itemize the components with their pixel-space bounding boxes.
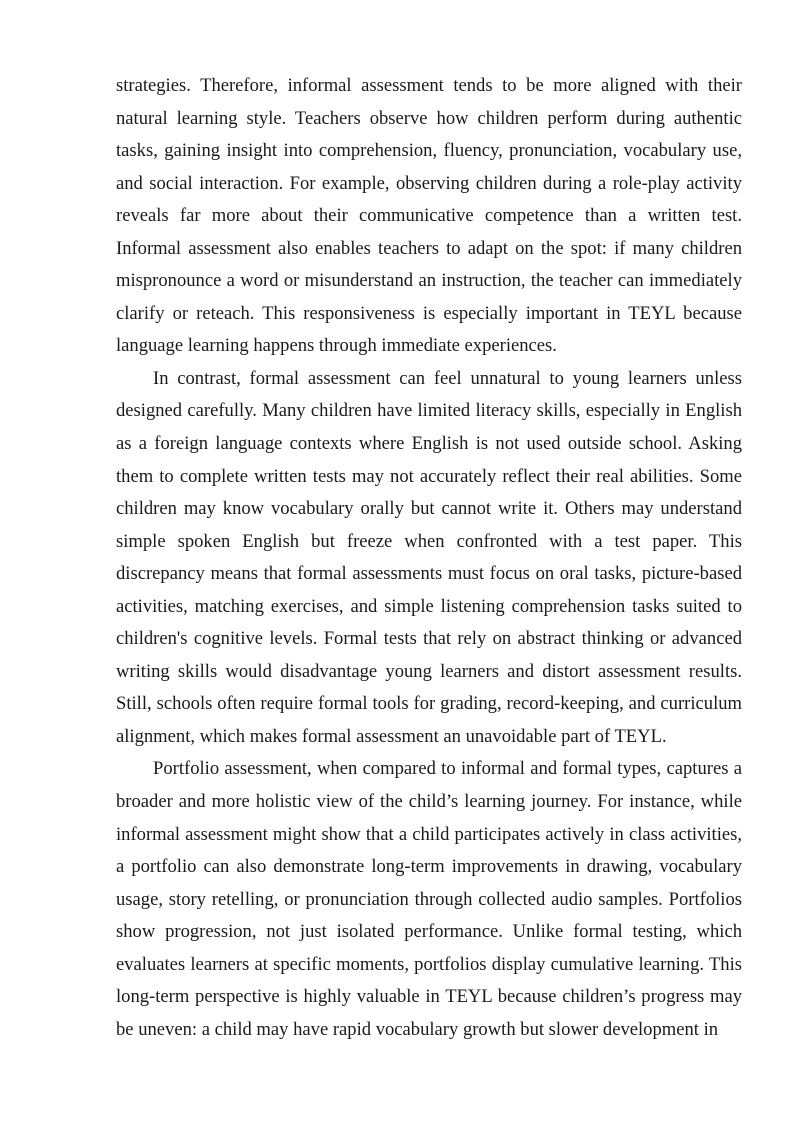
document-page	[116, 70, 742, 1046]
paragraph-portfolio-assessment: Portfolio assessment, when compared to informal and formal types, captures a broader and more holistic view of the child’s learning journey. For instance, while informal assessment might show that a child participates actively in class activities, a portfolio can also demonstrate long-term improvements in drawing, vocabulary usage, story retelling, or pronunciation through collected audio samples. Portfolios show progression, not just isolated performance. Unlike formal testing, which evaluates learners at specific moments, portfolios display cumulative learning. This long-term perspective is highly valuable in TEYL because children’s progress may be uneven: a child may have rapid vocabulary growth but slower development in	[116, 758, 742, 1040]
paragraph-informal-assessment: strategies. Therefore, informal assessment tends to be more aligned with their natural learning style. Teachers observe how children perform during authentic tasks, gaining insight into comprehension, fluency, pronunciation, vocabulary use, and social interaction. For example, observing children during a role-play activity reveals far more about their communicative competence than a written test. Informal assessment also enables teachers to adapt on the spot: if many children mispronounce a word or misunderstand an instruction, the teacher can immediately clarify or reteach. This responsiveness is especially important in TEYL because language learning happens through immediate experiences.	[116, 75, 742, 357]
paragraph-formal-assessment: In contrast, formal assessment can feel unnatural to young learners unless designed carefully. Many children have limited literacy skills, especially in English as a foreign language contexts where English is not used outside school. Asking them to complete written tests may not accurately reflect their real abilities. Some children may know vocabulary orally but cannot write it. Others may understand simple spoken English but freeze when confronted with a test paper. This discrepancy means that formal assessments must focus on oral tasks, picture-based activities, matching exercises, and simple listening comprehension tasks suited to children's cognitive levels. Formal tests that rely on abstract thinking or advanced writing skills would disadvantage young learners and distort assessment results. Still, schools often require formal tools for grading, record-keeping, and curriculum alignment, which makes formal assessment an unavoidable part of TEYL.	[116, 367, 742, 747]
